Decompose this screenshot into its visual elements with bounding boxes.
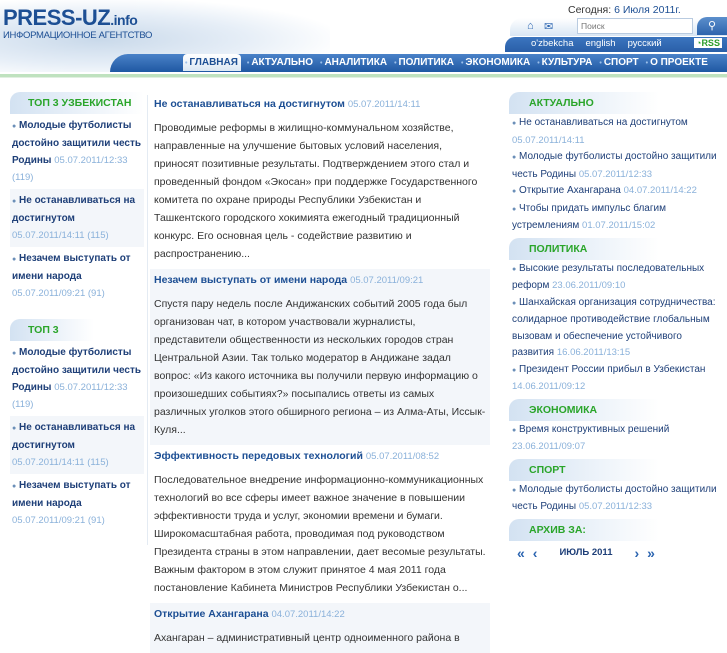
top-uz-item[interactable]: [10, 189, 144, 247]
sport-section: [509, 459, 725, 516]
right-column: [509, 92, 725, 564]
item-date: 05.07.2011/09:21 (91): [12, 288, 105, 299]
article-summary: Ахангаран – административный центр одноименного района в: [154, 632, 460, 644]
item-title: Президент России прибыл в Узбекистан: [519, 363, 706, 375]
article-title[interactable]: [154, 272, 486, 289]
aktualno-item[interactable]: [509, 183, 725, 201]
article-title-text: Открытие Ахангарана: [154, 608, 269, 620]
item-date: 05.07.2011/14:11: [512, 134, 585, 146]
left-column: [10, 92, 144, 546]
aktualno-header: АКТУАЛЬНО: [509, 92, 659, 114]
politika-section: [509, 238, 725, 396]
bullet-icon: ●: [512, 120, 517, 127]
tagline: ИНФОРМАЦИОННОЕ АГЕНТСТВО: [3, 30, 153, 41]
home-icon[interactable]: ⌂: [527, 20, 534, 32]
item-date: 04.07.2011/14:22: [623, 185, 697, 196]
archive-month: ИЮЛЬ 2011: [559, 547, 613, 558]
nav-politika[interactable]: • ПОЛИТИКА: [393, 57, 455, 68]
item-date: 05.07.2011/09:21 (91): [12, 515, 105, 526]
article-title-text: Эффективность передовых технологий: [154, 450, 363, 462]
item-date: 05.07.2011/12:33: [578, 501, 653, 512]
item-date: 05.07.2011/14:11 (115): [12, 230, 109, 241]
bullet-icon: ●: [512, 426, 517, 434]
bullet-icon: ●: [512, 188, 517, 195]
search-icon: ⚲: [707, 20, 717, 32]
sport-item[interactable]: [509, 482, 725, 516]
lang-english[interactable]: english: [585, 38, 616, 49]
next-month-icon[interactable]: ›: [634, 544, 640, 561]
bullet-icon: ●: [512, 486, 517, 494]
item-date: 05.07.2011/12:33: [578, 168, 653, 180]
nav-aktualno[interactable]: • АКТУАЛЬНО: [246, 57, 314, 68]
aktualno-section: [509, 92, 725, 235]
article: [150, 93, 490, 269]
first-month-icon[interactable]: «: [517, 544, 525, 561]
ekonomika-section: [509, 399, 725, 456]
header: [0, 0, 727, 80]
today-label: Сегодня:: [568, 4, 612, 16]
article-date: 05.07.2011/09:21: [350, 275, 424, 286]
top-uz-item[interactable]: [10, 114, 144, 189]
item-title: Открытие Ахангарана: [519, 185, 621, 196]
aktualno-item[interactable]: [509, 115, 725, 149]
article-title[interactable]: [154, 96, 486, 113]
item-title: Молодые футболисты достойно защитили честь Родины: [12, 120, 141, 166]
item-title: Время конструктивных решений: [519, 423, 670, 435]
article-summary: Последовательное внедрение информационно-коммуникационных технологий во все сферы имеет важное значение в повышении эффективности труда и услуг, экономии времени и бумаги. Широкомасштабная работа, проводимая под руководством Президента страны в этом направлении, дает весомые результаты. Важным фактором в этом служит принятое 4 мая 2011 года постановление Кабинета Министров Республики Узбекистан о...: [154, 474, 486, 594]
item-date: 05.07.2011/14:11 (115): [12, 457, 109, 468]
item-date: 14.06.2011/09:12: [512, 381, 586, 392]
top-uz-section: [10, 92, 144, 305]
mail-icon[interactable]: ✉: [544, 21, 554, 33]
politika-item[interactable]: [509, 362, 725, 396]
top3-item[interactable]: [10, 416, 144, 474]
bullet-icon: ●: [512, 299, 517, 307]
item-title: Шанхайская организация сотрудничества: солидарное противодействие глобальным вызовам и обеспечение устойчивого развития: [512, 296, 716, 358]
item-date: 05.07.2011/12:33 (119): [12, 382, 128, 410]
lang-uzbek[interactable]: o'zbekcha: [531, 38, 574, 49]
top3-item[interactable]: [10, 474, 144, 532]
language-links: [531, 38, 662, 49]
item-date: 23.06.2011/09:07: [512, 441, 586, 452]
article-summary: Спустя пару недель после Андижанских событий 2005 года был организован чат, в котором участвовали журналисты, представители общественности из нескольких городов стран Центральной Азии. Так только модератор в Андижане задал вопрос: «Из какого источника вы получили первую информацию о произошедших событиях?» посыпались ответы из самых различных уголков этого обширного региона – из Алма-Аты, Иссык-Куля...: [154, 298, 486, 436]
archive-nav: [509, 542, 725, 561]
nav-kultura[interactable]: • КУЛЬТУРА: [536, 57, 593, 68]
item-title: Незачем выступать от имени народа: [12, 480, 131, 509]
nav-about[interactable]: • О ПРОЕКТЕ: [645, 57, 709, 68]
item-title: Не останавливаться на достигнутом: [12, 195, 136, 224]
logo-suffix: .info: [110, 12, 138, 28]
politika-item[interactable]: [509, 295, 725, 362]
article-date: 05.07.2011/14:11: [347, 99, 421, 110]
item-title: Молодые футболисты достойно защитили честь Родины: [512, 483, 717, 512]
article-title[interactable]: [154, 448, 486, 465]
rss-icon: ◔: [696, 38, 702, 48]
item-title: Молодые футболисты достойно защитили честь Родины: [12, 347, 141, 393]
item-date: 23.06.2011/09:10: [552, 280, 626, 291]
article: [150, 269, 490, 445]
bullet-icon: ●: [512, 265, 517, 273]
article: [150, 603, 490, 653]
ekonomika-item[interactable]: [509, 422, 725, 456]
item-date: 05.07.2011/12:33 (119): [12, 155, 128, 183]
nav-sport[interactable]: • СПОРТ: [598, 57, 639, 68]
today-value: 6 Июля 2011г.: [614, 4, 681, 16]
article: [150, 445, 490, 603]
bullet-icon: ●: [12, 123, 17, 130]
top-uz-header: ТОП 3 УЗБЕКИСТАН: [10, 92, 144, 114]
item-title: Не останавливаться на достигнутом: [12, 422, 136, 451]
politika-header: ПОЛИТИКА: [509, 238, 659, 260]
bullet-icon: ●: [12, 483, 17, 490]
archive-header: АРХИВ ЗА:: [509, 519, 659, 541]
item-date: 01.07.2011/15:02: [582, 220, 656, 231]
article-date: 05.07.2011/08:52: [365, 451, 440, 462]
top3-section: [10, 319, 144, 532]
logo-text: PRESS-UZ: [3, 5, 111, 30]
bullet-icon: ●: [512, 366, 517, 374]
main-column: [150, 93, 490, 653]
last-month-icon[interactable]: »: [647, 544, 655, 561]
search-input[interactable]: [577, 18, 693, 34]
bullet-icon: ●: [12, 350, 17, 357]
top3-header: ТОП 3: [10, 319, 94, 341]
bullet-icon: ●: [12, 256, 17, 263]
item-title: Молодые футболисты достойно защитили честь Родины: [512, 151, 717, 180]
rss-link[interactable]: [694, 38, 722, 48]
nav-home[interactable]: • ГЛАВНАЯ: [183, 54, 241, 71]
rss-label: RSS: [701, 38, 720, 48]
politika-item[interactable]: [509, 261, 725, 295]
bullet-icon: ●: [512, 205, 517, 213]
header-divider: [0, 74, 727, 78]
item-title: Высокие результаты последовательных реформ: [512, 262, 705, 291]
today-date: [568, 4, 681, 16]
article-title-text: Незачем выступать от имени народа: [154, 274, 348, 286]
nav-items: [183, 53, 709, 72]
item-date: 16.06.2011/13:15: [556, 347, 631, 358]
article-title-text: Не останавливаться на достигнутом: [154, 98, 345, 110]
article-date: 04.07.2011/14:22: [271, 609, 345, 620]
bullet-icon: ●: [512, 154, 517, 161]
ekonomika-header: ЭКОНОМИКА: [509, 399, 659, 421]
aktualno-item[interactable]: [509, 149, 725, 183]
archive-section: [509, 519, 725, 561]
article-title[interactable]: [154, 606, 486, 623]
aktualno-item[interactable]: [509, 201, 725, 235]
prev-month-icon[interactable]: ‹: [532, 544, 538, 561]
top3-item[interactable]: [10, 341, 144, 416]
logo[interactable]: [3, 5, 137, 31]
sport-header: СПОРТ: [509, 459, 659, 481]
lang-russian[interactable]: русский: [627, 38, 662, 49]
nav-ekonomika[interactable]: • ЭКОНОМИКА: [460, 57, 531, 68]
column-divider: [147, 95, 148, 545]
article-summary: Проводимые реформы в жилищно-коммунальном хозяйстве, направленные на улучшение бытовых условий населения, приносят позитивные результаты. Подтверждением этого стал и проведенный фондом «Экосан» при поддержке Государственного комитета по охране природы Республики Узбекистан и Ташкентского городского хокимията ежегодный традиционный конкурс. Его основная цель - содействие развитию и распространению...: [154, 122, 478, 260]
top-uz-item[interactable]: [10, 247, 144, 305]
nav-analitika[interactable]: • АНАЛИТИКА: [319, 57, 388, 68]
bullet-icon: ●: [12, 198, 17, 205]
bullet-icon: ●: [12, 425, 17, 432]
item-title: Чтобы придать импульс благим устремлениям: [512, 202, 666, 231]
search-button[interactable]: [697, 17, 727, 35]
item-title: Незачем выступать от имени народа: [12, 253, 131, 282]
item-title: Не останавливаться на достигнутом: [519, 117, 688, 128]
